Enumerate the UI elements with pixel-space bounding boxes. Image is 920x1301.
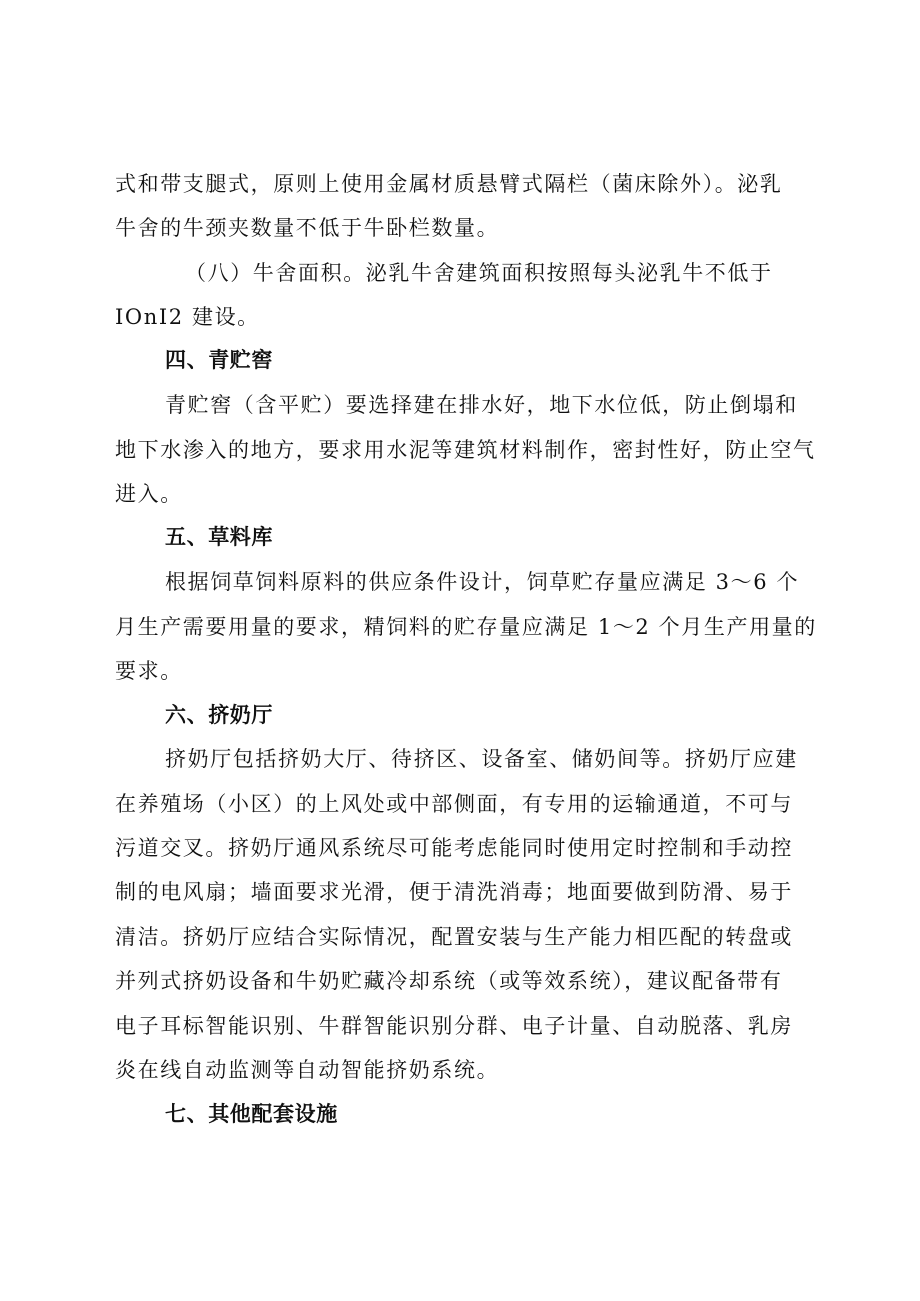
section-heading-milking-parlor: 六、挤奶厅: [165, 703, 273, 727]
section-heading-silage-pit: 四、青贮窖: [165, 348, 273, 372]
paragraph-line: 清洁。挤奶厅应结合实际情况，配置安装与生产能力相匹配的转盘或: [115, 925, 793, 949]
paragraph-line: 污道交叉。挤奶厅通风系统尽可能考虑能同时使用定时控制和手动控: [115, 836, 793, 860]
paragraph-line: 根据饲草饲料原料的供应条件设计，饲草贮存量应满足 3～6 个: [165, 570, 800, 594]
paragraph-line: 炎在线自动监测等自动智能挤奶系统。: [115, 1058, 500, 1082]
paragraph-line: 挤奶厅包括挤奶大厅、待挤区、设备室、储奶间等。挤奶厅应建: [165, 747, 798, 771]
section-heading-other-facilities: 七、其他配套设施: [165, 1102, 338, 1126]
section-heading-forage-storage: 五、草料库: [165, 525, 273, 549]
paragraph-line: 青贮窖（含平贮）要选择建在排水好，地下水位低，防止倒塌和: [165, 393, 798, 417]
paragraph-line: 式和带支腿式，原则上使用金属材质悬臂式隔栏（菌床除外）。泌乳: [115, 172, 783, 196]
paragraph-line: 要求。: [115, 659, 183, 683]
paragraph-line: 月生产需要用量的要求，精饲料的贮存量应满足 1～2 个月生产用量的: [115, 615, 817, 639]
paragraph-line: （八）牛舍面积。泌乳牛舍建筑面积按照每头泌乳牛不低于: [185, 261, 773, 285]
paragraph-line: IOnI2 建设。: [115, 305, 260, 329]
paragraph-line: 并列式挤奶设备和牛奶贮藏冷却系统（或等效系统），建议配备带有: [115, 969, 783, 993]
paragraph-line: 制的电风扇；墙面要求光滑，便于清洗消毒；地面要做到防滑、易于: [115, 880, 793, 904]
paragraph-line: 进入。: [115, 482, 183, 506]
paragraph-line: 电子耳标智能识别、牛群智能识别分群、电子计量、自动脱落、乳房: [115, 1014, 793, 1038]
paragraph-line: 在养殖场（小区）的上风处或中部侧面，有专用的运输通道，不可与: [115, 792, 793, 816]
paragraph-line: 牛舍的牛颈夹数量不低于牛卧栏数量。: [115, 216, 500, 240]
paragraph-line: 地下水渗入的地方，要求用水泥等建筑材料制作，密封性好，防止空气: [115, 438, 816, 462]
